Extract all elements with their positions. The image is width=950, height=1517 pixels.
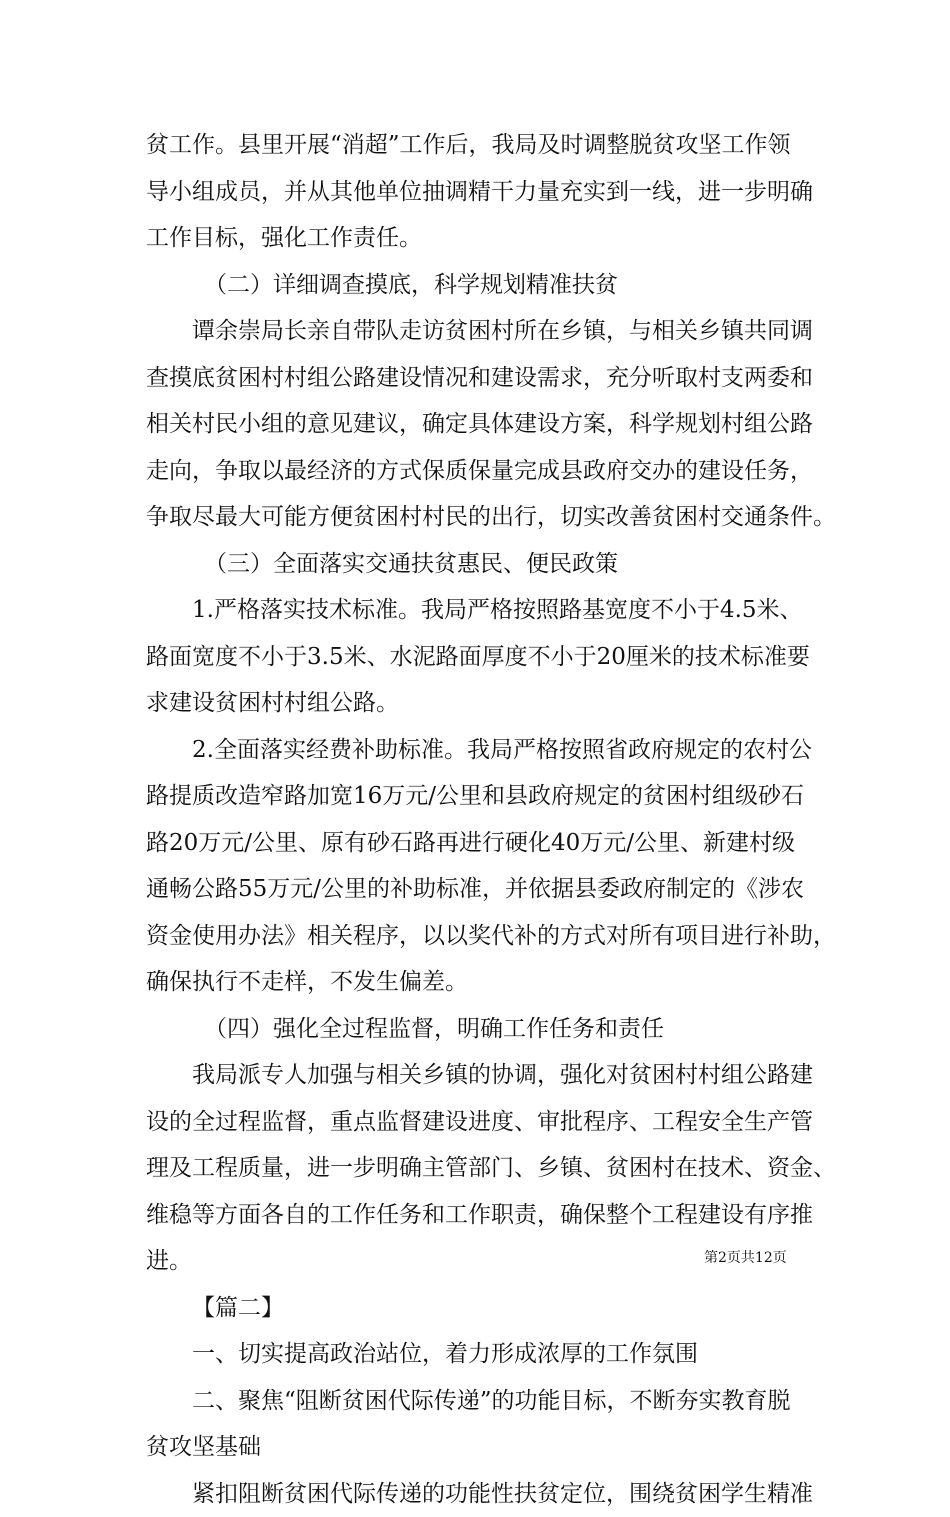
paragraph-line: 通畅公路55万元/公里的补助标准，并依据县委政府制定的《涉农: [146, 866, 814, 913]
paragraph-line: 紧扣阻断贫困代际传递的功能性扶贫定位，围绕贫困学生精准: [146, 1471, 814, 1517]
paragraph-line: 我局派专人加强与相关乡镇的协调，强化对贫困村村组公路建: [146, 1052, 814, 1099]
paragraph-line: 确保执行不走样，不发生偏差。: [146, 959, 814, 1006]
paragraph-line: 路20万元/公里、原有砂石路再进行硬化40万元/公里、新建村级: [146, 820, 814, 867]
paragraph-line: 维稳等方面各自的工作任务和工作职责，确保整个工程建设有序推: [146, 1192, 814, 1239]
paragraph-line: 路面宽度不小于3.5米、水泥路面厚度不小于20厘米的技术标准要: [146, 634, 814, 681]
section-heading-line: （四）强化全过程监督，明确工作任务和责任: [146, 1006, 814, 1053]
paragraph-line: 导小组成员，并从其他单位抽调精干力量充实到一线，进一步明确: [146, 169, 814, 216]
page-number: 第2页共12页: [704, 1248, 787, 1268]
paragraph-line: 走向，争取以最经济的方式保质保量完成县政府交办的建设任务，: [146, 448, 814, 495]
paragraph-line: 1.严格落实技术标准。我局严格按照路基宽度不小于4.5米、: [146, 587, 814, 634]
paragraph-line: 工作目标，强化工作责任。: [146, 215, 814, 262]
paragraph-line: 二、聚焦“阻断贫困代际传递”的功能目标，不断夯实教育脱: [146, 1378, 814, 1425]
paragraph-line: 贫攻坚基础: [146, 1424, 814, 1471]
paragraph-line: 理及工程质量，进一步明确主管部门、乡镇、贫困村在技术、资金、: [146, 1145, 814, 1192]
paragraph-line: 【篇二】: [146, 1285, 814, 1332]
paragraph-line: 2.全面落实经费补助标准。我局严格按照省政府规定的农村公: [146, 727, 814, 774]
paragraph-line: 争取尽最大可能方便贫困村村民的出行，切实改善贫困村交通条件。: [146, 494, 814, 541]
section-heading-line: （二）详细调查摸底，科学规划精准扶贫: [146, 262, 814, 309]
paragraph-line: 查摸底贫困村村组公路建设情况和建设需求，充分听取村支两委和: [146, 355, 814, 402]
paragraph-line: 路提质改造窄路加宽16万元/公里和县政府规定的贫困村组级砂石: [146, 773, 814, 820]
paragraph-line: 求建设贫困村村组公路。: [146, 680, 814, 727]
section-heading-line: （三）全面落实交通扶贫惠民、便民政策: [146, 541, 814, 588]
paragraph-line: 资金使用办法》相关程序，以以奖代补的方式对所有项目进行补助，: [146, 913, 814, 960]
paragraph-line: 设的全过程监督，重点监督建设进度、审批程序、工程安全生产管: [146, 1099, 814, 1146]
paragraph-line: 谭余崇局长亲自带队走访贫困村所在乡镇，与相关乡镇共同调: [146, 308, 814, 355]
paragraph-line: 相关村民小组的意见建议，确定具体建设方案，科学规划村组公路: [146, 401, 814, 448]
paragraph-line: 贫工作。县里开展“消超”工作后，我局及时调整脱贫攻坚工作领: [146, 122, 814, 169]
paragraph-line: 一、切实提高政治站位，着力形成浓厚的工作氛围: [146, 1331, 814, 1378]
document-body: [146, 122, 814, 1517]
paragraph-line: 进。: [146, 1238, 814, 1285]
